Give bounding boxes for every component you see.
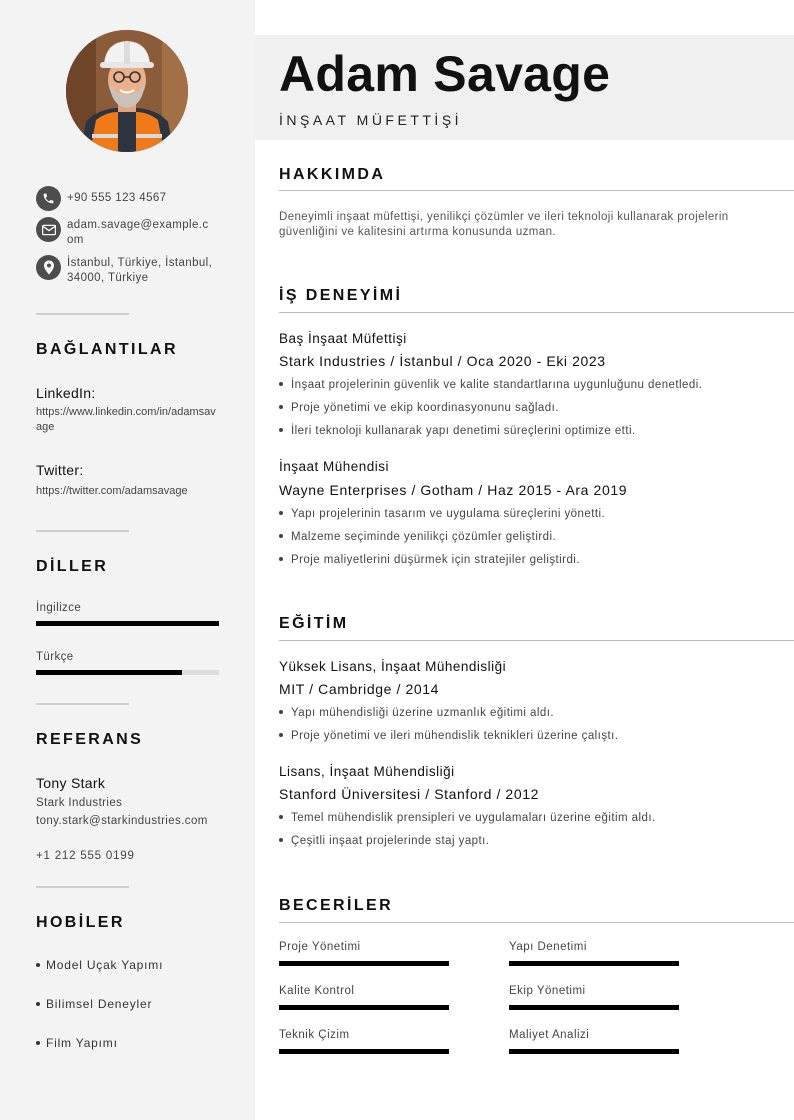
- degree-title: Lisans, İnşaat Mühendisliği: [279, 764, 455, 779]
- bullet-text: İleri teknoloji kullanarak yapı denetimi süreçlerini optimize etti.: [291, 425, 636, 437]
- skill-name: Maliyet Analizi: [509, 1029, 590, 1041]
- twitter-label: Twitter:: [36, 462, 84, 478]
- skill-bar-fill: [279, 961, 449, 966]
- email-icon: [36, 217, 61, 242]
- sidebar-divider: [36, 313, 129, 315]
- skill-name: Proje Yönetimi: [279, 941, 361, 953]
- skill-bar: [279, 961, 449, 966]
- bullet-text: Yapı projelerinin tasarım ve uygulama süreçlerini yönetti.: [291, 508, 606, 520]
- language-name: İngilizce: [36, 602, 82, 614]
- bullet-dot: [36, 963, 40, 967]
- degree-meta: Stanford Üniversitesi / Stanford / 2012: [279, 786, 539, 802]
- profile-photo-illustration: [66, 30, 188, 152]
- bullet-dot: [36, 1041, 40, 1045]
- skills-heading: BECERİLER: [279, 897, 394, 914]
- skill-bar: [279, 1005, 449, 1010]
- person-title: İNŞAAT MÜFETTİŞİ: [279, 112, 463, 128]
- bullet-text: İnşaat projelerinin güvenlik ve kalite standartlarına uygunluğunu denetledi.: [291, 379, 703, 391]
- degree-bullet: [279, 812, 779, 824]
- location-icon: [36, 255, 61, 280]
- hobby-label: Film Yapımı: [46, 1036, 118, 1050]
- twitter-url[interactable]: https://twitter.com/adamsavage: [36, 485, 188, 497]
- job-bullet: [279, 508, 779, 520]
- degree-bullet: [279, 707, 779, 719]
- bullet-dot: [279, 815, 283, 819]
- bullet-text: Malzeme seçiminde yenilikçi çözümler geliştirdi.: [291, 531, 557, 543]
- skill-bar: [509, 1049, 679, 1054]
- section-rule: [279, 922, 794, 923]
- skill-bar: [509, 1005, 679, 1010]
- bullet-dot: [279, 733, 283, 737]
- phone-icon: [36, 186, 61, 211]
- skill-bar-fill: [279, 1049, 449, 1054]
- languages-heading: DİLLER: [36, 558, 109, 575]
- skill-bar: [279, 1049, 449, 1054]
- bullet-dot: [279, 838, 283, 842]
- hobby-item: [36, 997, 152, 1011]
- skill-name: Yapı Denetimi: [509, 941, 587, 953]
- job-bullet: [279, 554, 779, 566]
- sidebar: [0, 0, 255, 1120]
- job-bullet: [279, 425, 779, 437]
- job-meta: Stark Industries / İstanbul / Oca 2020 - Eki 2023: [279, 353, 606, 369]
- about-text: Deneyimli inşaat müfettişi, yenilikçi çözümler ve ileri teknoloji kullanarak projelerin güvenliğini ve kalitesini artırma konusunda uzman.: [279, 211, 729, 238]
- bullet-text: Çeşitli inşaat projelerinde staj yaptı.: [291, 835, 490, 847]
- language-name: Türkçe: [36, 651, 74, 663]
- experience-heading: İŞ DENEYİMİ: [279, 287, 403, 304]
- skill-bar: [509, 961, 679, 966]
- skill-name: Ekip Yönetimi: [509, 985, 586, 997]
- bullet-dot: [279, 511, 283, 515]
- phone-text: +90 555 123 4567: [67, 192, 167, 204]
- language-bar: [36, 621, 219, 626]
- bullet-dot: [279, 405, 283, 409]
- reference-name: Tony Stark: [36, 775, 106, 791]
- language-bar-fill: [36, 670, 182, 675]
- bullet-text: Proje yönetimi ve ileri mühendislik teknikleri üzerine çalıştı.: [291, 730, 619, 742]
- degree-bullet: [279, 730, 779, 742]
- bullet-dot: [279, 382, 283, 386]
- sidebar-divider: [36, 530, 129, 532]
- job-bullet: [279, 531, 779, 543]
- hobby-label: Bilimsel Deneyler: [46, 997, 153, 1011]
- language-bar: [36, 670, 219, 675]
- reference-heading: REFERANS: [36, 731, 144, 748]
- job-title: Baş İnşaat Müfettişi: [279, 331, 407, 346]
- hobby-item: [36, 1036, 118, 1050]
- bullet-dot: [279, 534, 283, 538]
- language-bar-fill: [36, 621, 219, 626]
- section-rule: [279, 190, 794, 191]
- bullet-dot: [36, 1002, 40, 1006]
- skill-bar-fill: [279, 1005, 449, 1010]
- bullet-text: Proje yönetimi ve ekip koordinasyonunu sağladı.: [291, 402, 559, 414]
- links-heading: BAĞLANTILAR: [36, 341, 178, 358]
- job-meta: Wayne Enterprises / Gotham / Haz 2015 - Ara 2019: [279, 482, 628, 498]
- email-text[interactable]: adam.savage@example.com: [67, 219, 209, 246]
- job-bullet: [279, 379, 779, 391]
- contact-email: [36, 217, 226, 248]
- hobbies-heading: HOBİLER: [36, 914, 125, 931]
- reference-company: Stark Industries: [36, 797, 123, 809]
- sidebar-divider: [36, 703, 129, 705]
- address-text: İstanbul, Türkiye, İstanbul, 34000, Türkiye: [67, 257, 213, 284]
- sidebar-divider: [36, 886, 129, 888]
- section-rule: [279, 640, 794, 641]
- hobby-label: Model Uçak Yapımı: [46, 958, 164, 972]
- reference-phone: +1 212 555 0199: [36, 850, 135, 862]
- bullet-dot: [279, 710, 283, 714]
- about-heading: HAKKIMDA: [279, 166, 386, 183]
- linkedin-label: LinkedIn:: [36, 385, 96, 401]
- skill-bar-fill: [509, 961, 679, 966]
- education-heading: EĞİTİM: [279, 615, 349, 632]
- hobby-item: [36, 958, 163, 972]
- linkedin-url[interactable]: https://www.linkedin.com/in/adamsavage: [36, 406, 216, 433]
- main-content: [255, 0, 794, 1120]
- degree-title: Yüksek Lisans, İnşaat Mühendisliği: [279, 659, 507, 674]
- person-name: Adam Savage: [279, 46, 611, 102]
- contact-phone: [36, 186, 226, 211]
- skill-name: Kalite Kontrol: [279, 985, 355, 997]
- reference-email[interactable]: tony.stark@starkindustries.com: [36, 815, 208, 827]
- skill-name: Teknik Çizim: [279, 1029, 350, 1041]
- job-bullet: [279, 402, 779, 414]
- degree-bullet: [279, 835, 779, 847]
- profile-photo: [66, 30, 188, 152]
- bullet-text: Temel mühendislik prensipleri ve uygulamaları üzerine eğitim aldı.: [291, 812, 656, 824]
- bullet-dot: [279, 428, 283, 432]
- degree-meta: MIT / Cambridge / 2014: [279, 681, 440, 697]
- bullet-text: Proje maliyetlerini düşürmek için stratejiler geliştirdi.: [291, 554, 580, 566]
- job-title: İnşaat Mühendisi: [279, 459, 390, 474]
- skill-bar-fill: [509, 1005, 679, 1010]
- bullet-text: Yapı mühendisliği üzerine uzmanlık eğitimi aldı.: [291, 707, 555, 719]
- skill-bar-fill: [509, 1049, 679, 1054]
- section-rule: [279, 312, 794, 313]
- bullet-dot: [279, 557, 283, 561]
- contact-address: [36, 255, 226, 286]
